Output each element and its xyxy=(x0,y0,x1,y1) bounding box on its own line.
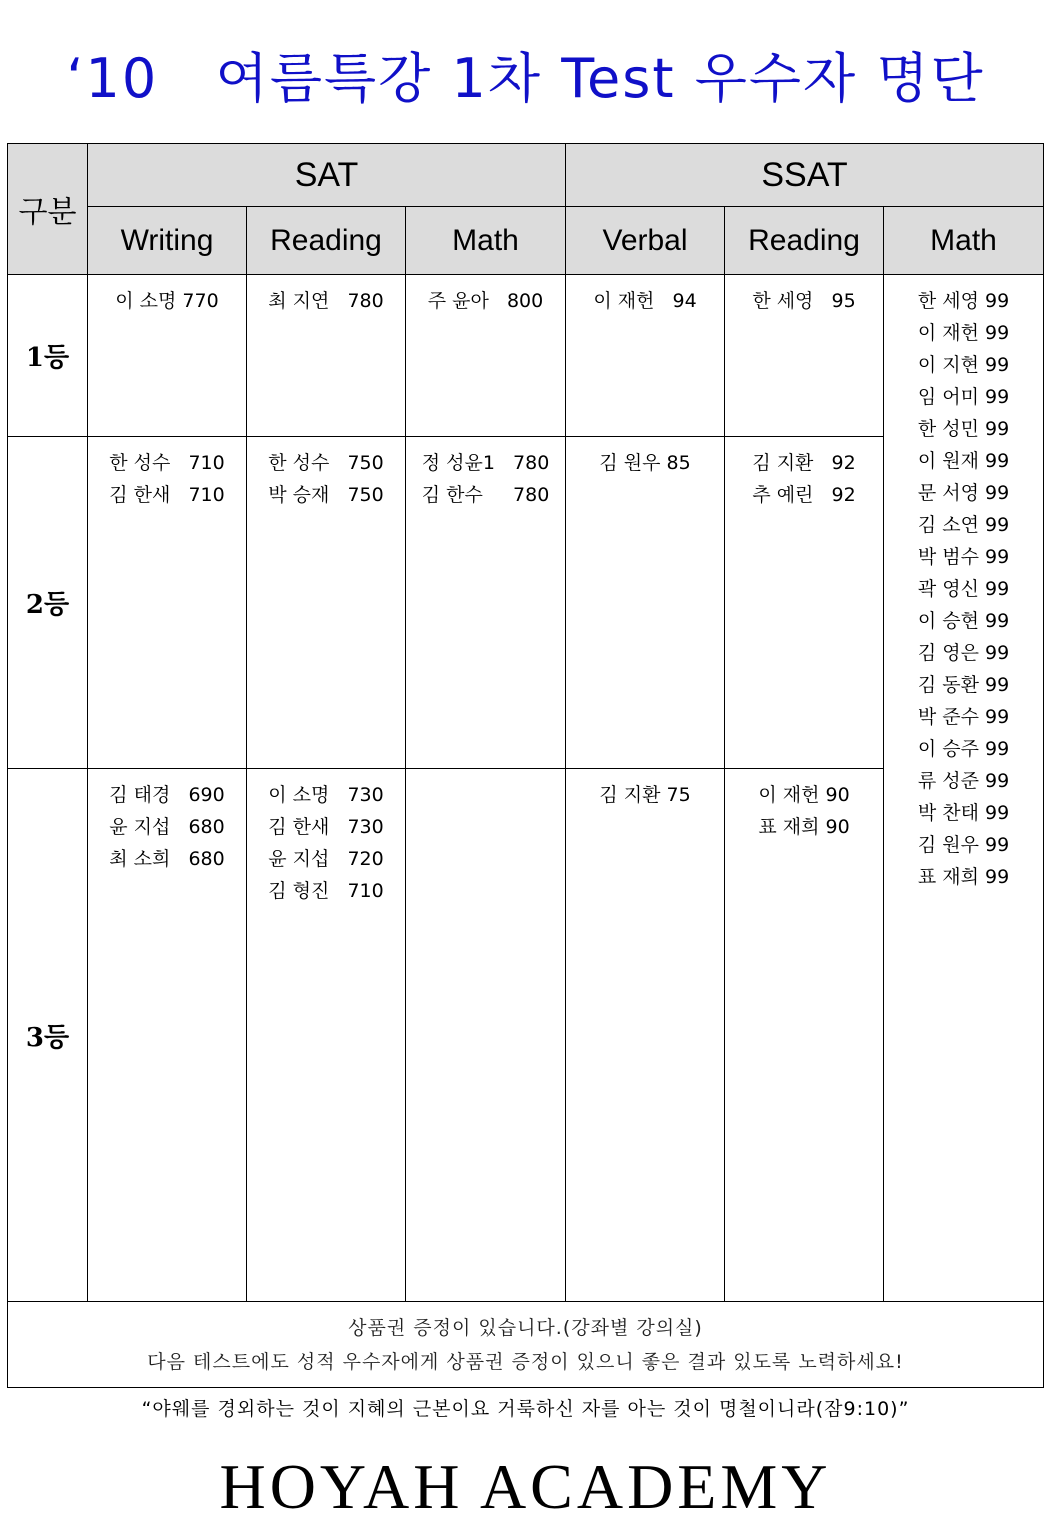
student-entry: 박 승재 750 xyxy=(268,484,384,506)
result-cell xyxy=(725,275,884,437)
student-entry: 곽 영신 99 xyxy=(917,578,1010,600)
student-entry: 주 윤아 800 xyxy=(427,290,544,312)
note-line: 다음 테스트에도 성적 우수자에게 상품권 증정이 있으니 좋은 결과 있도록 노력하세요! xyxy=(147,1350,904,1373)
result-cell xyxy=(247,769,406,1302)
student-entry: 한 성수 750 xyxy=(268,452,384,474)
student-entry: 김 지환 92 xyxy=(752,452,856,474)
subject-header-ssat-reading: Reading xyxy=(725,207,884,275)
note-line: 상품권 증정이 있습니다.(강좌별 강의실) xyxy=(348,1316,703,1339)
result-cell xyxy=(88,275,247,437)
result-cell xyxy=(725,437,884,769)
student-entry: 한 성수 710 xyxy=(109,452,225,474)
rank-label: 3등 xyxy=(8,769,88,1302)
student-entry: 이 원재 99 xyxy=(917,450,1010,472)
student-entry: 김 지환 75 xyxy=(599,784,691,806)
student-entry: 김 형진 710 xyxy=(268,880,384,902)
result-cell xyxy=(406,437,566,769)
student-entry: 김 소연 99 xyxy=(917,514,1010,536)
result-cell xyxy=(88,769,247,1302)
student-entry: 이 소명 730 xyxy=(268,784,384,806)
subject-header-sat-math: Math xyxy=(406,207,566,275)
student-entry: 이 지현 99 xyxy=(917,354,1010,376)
rank-label: 1등 xyxy=(8,275,88,437)
student-entry: 류 성준 99 xyxy=(917,770,1010,792)
student-entry: 김 영은 99 xyxy=(917,642,1010,664)
student-entry: 최 지연 780 xyxy=(268,290,384,312)
result-cell xyxy=(247,275,406,437)
student-entry: 김 한수 780 xyxy=(421,484,550,506)
student-entry: 김 동환 99 xyxy=(917,674,1010,696)
result-cell xyxy=(406,769,566,1302)
result-cell xyxy=(566,769,725,1302)
student-entry: 한 성민 99 xyxy=(917,418,1010,440)
page-title: ‘10 여름특강 1차 Test 우수자 명단 xyxy=(66,47,985,110)
subject-header-ssat-verbal: Verbal xyxy=(566,207,725,275)
student-entry: 추 예린 92 xyxy=(752,484,856,506)
student-entry: 박 범수 99 xyxy=(917,546,1010,568)
result-cell xyxy=(406,275,566,437)
student-entry: 이 재헌 94 xyxy=(593,290,697,312)
student-entry: 박 찬태 99 xyxy=(917,802,1010,824)
result-cell xyxy=(725,769,884,1302)
student-entry: 김 태경 690 xyxy=(109,784,225,806)
rank-label: 2등 xyxy=(8,437,88,769)
notes-cell xyxy=(8,1302,1044,1388)
student-entry: 이 소명 770 xyxy=(115,290,219,312)
ssat-group-header: SSAT xyxy=(566,144,1044,207)
result-cell xyxy=(247,437,406,769)
student-entry: 임 어미 99 xyxy=(917,386,1010,408)
student-entry: 한 세영 95 xyxy=(752,290,856,312)
student-entry: 최 소희 680 xyxy=(109,848,225,870)
student-entry: 표 재희 90 xyxy=(758,816,850,838)
student-entry: 윤 지섭 680 xyxy=(109,816,225,838)
academy-logo-text: HOYAH ACADEMY xyxy=(219,1451,832,1522)
student-entry: 윤 지섭 720 xyxy=(268,848,384,870)
subject-header-ssat-math: Math xyxy=(884,207,1044,275)
category-header: 구분 xyxy=(8,144,88,275)
student-entry: 이 재헌 99 xyxy=(917,322,1010,344)
student-entry: 표 재희 99 xyxy=(917,866,1010,888)
subject-header-sat-reading: Reading xyxy=(247,207,406,275)
subject-header-sat-writing: Writing xyxy=(88,207,247,275)
quote-text: “야웨를 경외하는 것이 지혜의 근본이요 거룩하신 자를 아는 것이 명철이니라(잠9:10)” xyxy=(141,1398,910,1420)
student-entry: 이 승현 99 xyxy=(917,610,1010,632)
ssat-math-list xyxy=(884,275,1044,1302)
student-entry: 박 준수 99 xyxy=(917,706,1010,728)
result-cell xyxy=(566,275,725,437)
result-cell xyxy=(88,437,247,769)
student-entry: 김 한새 710 xyxy=(109,484,225,506)
student-entry: 문 서영 99 xyxy=(917,482,1010,504)
sat-group-header: SAT xyxy=(88,144,566,207)
results-table xyxy=(7,143,1044,1388)
student-entry: 김 원우 99 xyxy=(917,834,1010,856)
student-entry: 정 성윤1 780 xyxy=(421,452,550,474)
student-entry: 김 한새 730 xyxy=(268,816,384,838)
student-entry: 이 승주 99 xyxy=(917,738,1010,760)
student-entry: 김 원우 85 xyxy=(599,452,691,474)
student-entry: 이 재헌 90 xyxy=(758,784,850,806)
student-entry: 한 세영 99 xyxy=(917,290,1010,312)
result-cell xyxy=(566,437,725,769)
